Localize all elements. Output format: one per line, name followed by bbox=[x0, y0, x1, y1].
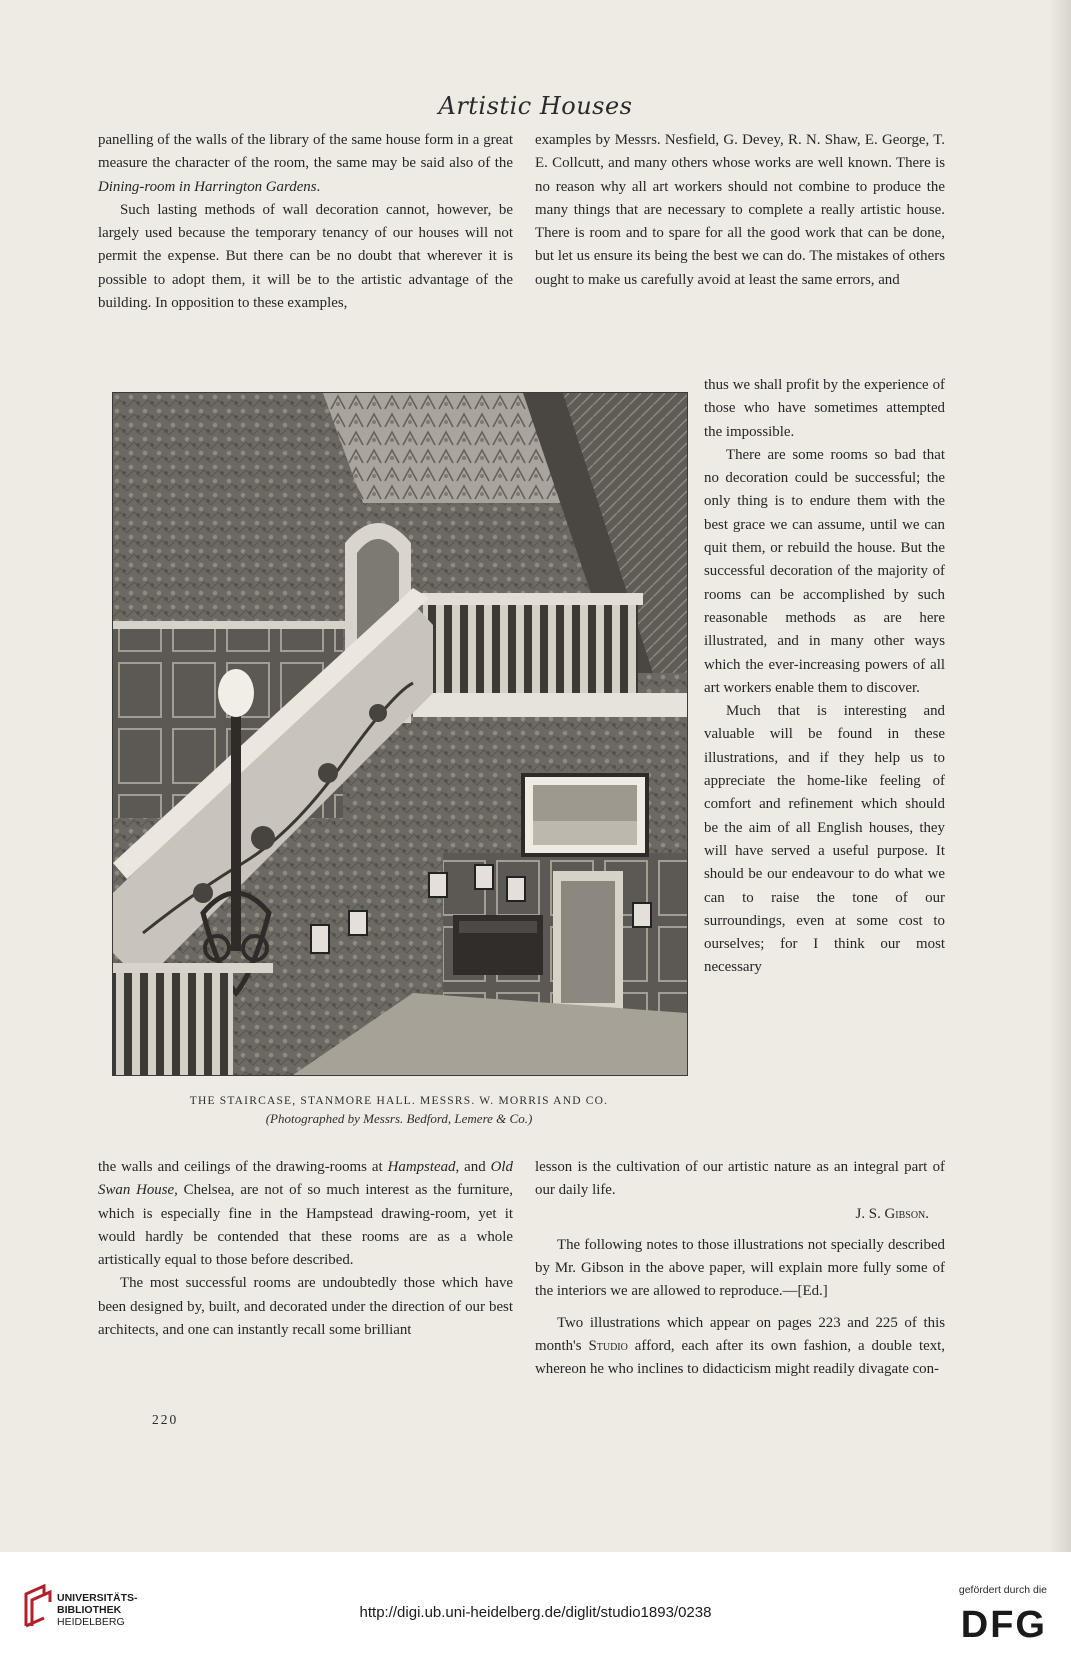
paragraph: panelling of the walls of the library of the same house form in a great measure the character of the room, the same may be said also of the Dining-room in Harrington Gardens. bbox=[98, 132, 513, 195]
editor-note: The following notes to those illustrations not specially described by Mr. Gibson in the above paper, will explain more fully some of the interiors we are allowed to reproduce.—[Ed.] bbox=[535, 1236, 945, 1300]
running-title: Artistic Houses bbox=[438, 92, 633, 120]
paragraph: Much that is interesting and valuable will be found in these illustrations, and if they help us to appreciate the home-like feeling of comfort and refinement which should be the aim of all English houses, they will have served a useful purpose. It should be our endeavour to do what we can to raise the tone of our surroundings, even at some cost to ourselves; for I think our most necessary bbox=[704, 703, 945, 976]
author-signature: J. S. Gibson. bbox=[855, 1205, 929, 1222]
left-column-bottom bbox=[98, 1156, 513, 1342]
paragraph: There are some rooms so bad that no decoration could be successful; the only thing is to endure them with the best grace we can assume, until we can quit them, or rebuild the house. But the successful decoration of the majority of rooms can be accomplished by such reasonable methods as are here illustrated, and in many other ways which the ever-increasing powers of all art workers enable them to discover. bbox=[704, 446, 945, 696]
paragraph: the walls and ceilings of the drawing-rooms at Hampstead, and Old Swan House, Chelsea, are not of so much interest as the furniture, which is especially fine in the Hampstead drawing-room, yet it would hardly be contended that these rooms are as a whole artistically equal to those before described. bbox=[98, 1159, 514, 1269]
page-edge-shadow bbox=[1049, 0, 1071, 1552]
caption-title: THE STAIRCASE, STANMORE HALL. MESSRS. W. MORRIS AND CO. bbox=[189, 1095, 609, 1107]
library-name: UNIVERSITÄTS- BIBLIOTHEK HEIDELBERG bbox=[57, 1592, 138, 1628]
staircase-photograph bbox=[112, 392, 688, 1076]
right-column-top bbox=[535, 129, 945, 292]
permalink-url[interactable]: http://digi.ub.uni-heidelberg.de/diglit/studio1893/0238 bbox=[359, 1604, 712, 1621]
right-column-bottom bbox=[535, 1156, 945, 1382]
right-column-narrow bbox=[704, 374, 945, 980]
digitization-footer bbox=[0, 1552, 1071, 1659]
paragraph: Such lasting methods of wall decoration cannot, however, be largely used because the temporary tenancy of our houses will not permit the expense. But there can be no doubt that wherever it is possible to adopt them, it will be to the artistic advantage of the building. In opposition to these examples, bbox=[98, 201, 513, 312]
paragraph: Two illustrations which appear on pages 223 and 225 of this month's Studio afford, each after its own fashion, a double text, whereon he who inclines to didacticism might readily divagate con- bbox=[535, 1314, 945, 1378]
paragraph: examples by Messrs. Nesfield, G. Devey, R. N. Shaw, E. George, T. E. Collcutt, and many others whose works are well known. There is no reason why all art workers should not combine to produce the many things that are necessary to complete a really artistic house. There is room and to spare for all the good work that can be done, but let us ensure its being the best we can do. The mistakes of others ought to make us carefully avoid at least the same errors, and bbox=[535, 132, 945, 288]
left-column-top bbox=[98, 129, 513, 315]
paragraph: lesson is the cultivation of our artistic nature as an integral part of our daily life. bbox=[535, 1159, 945, 1199]
page-number: 220 bbox=[152, 1412, 179, 1427]
paragraph: thus we shall profit by the experience of those who have sometimes attempted the impossible. bbox=[704, 377, 945, 440]
staircase-illustration bbox=[113, 393, 687, 1075]
dfg-logo: DFG bbox=[960, 1604, 1047, 1646]
caption-credit: (Photographed by Messrs. Bedford, Lemere & Co.) bbox=[265, 1111, 533, 1126]
funding-note: gefördert durch die bbox=[958, 1584, 1047, 1596]
figure-caption bbox=[112, 1095, 686, 1127]
paragraph: The most successful rooms are undoubtedly those which have been designed by, built, and decorated under the direction of our best architects, and one can instantly recall some brilliant bbox=[98, 1275, 513, 1339]
